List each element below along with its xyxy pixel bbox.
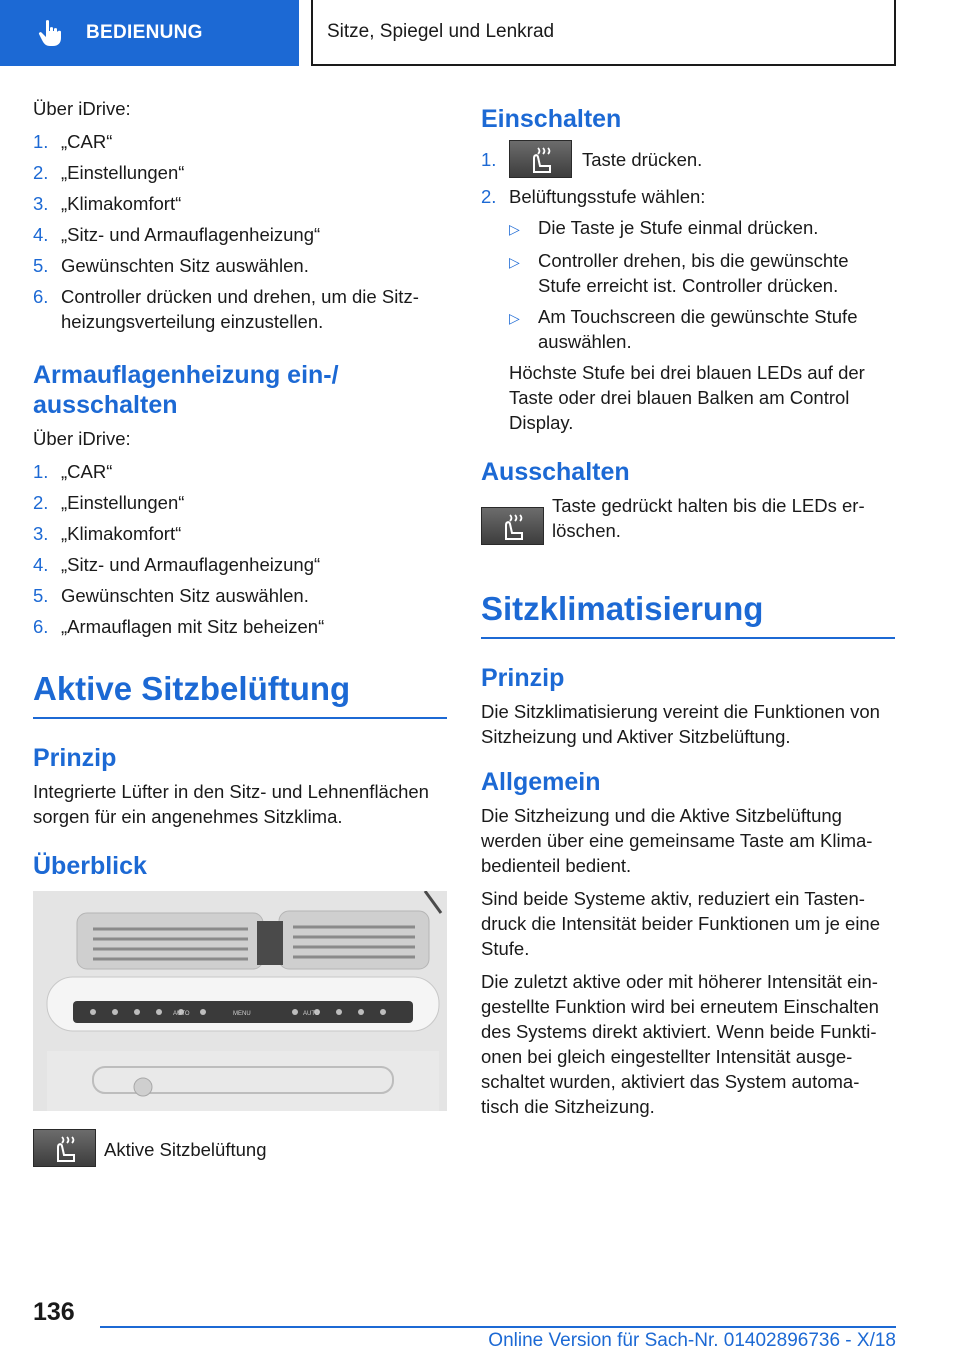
panel-label-auto-1: AUTO	[173, 1011, 190, 1017]
idrive-intro-2: Über iDrive:	[33, 428, 131, 449]
triangle-bullet-icon: ▷	[509, 254, 520, 270]
list-item: 1. „CAR“	[33, 461, 113, 482]
list-item: 2. „Einstellungen“	[33, 492, 185, 513]
footer-divider	[100, 1326, 896, 1328]
heading-general: Allgemein	[481, 768, 601, 796]
triangle-bullet-icon: ▷	[509, 221, 520, 237]
chapter-title: Sitze, Spiegel und Lenkrad	[311, 0, 896, 66]
right-column	[481, 96, 895, 1127]
online-version-link[interactable]: Online Version für Sach-Nr. 01402896736 - X/18	[488, 1330, 896, 1351]
hand-pointer-icon	[38, 19, 62, 47]
triangle-bullet-icon: ▷	[509, 310, 520, 326]
heading-active-seat-ventilation: Aktive Sitzbelüftung	[33, 669, 447, 719]
list-item: 5. Gewünschten Sitz auswählen.	[33, 255, 309, 276]
list-item: ▷ Am Touchscreen die gewünschte Stufe auswählen.	[509, 306, 858, 352]
principle-text: Integrierte Lüfter in den Sitz- und Lehnenflächen sorgen für ein angenehmes Sitzklima.	[33, 781, 429, 827]
heading-switch-off: Ausschalten	[481, 458, 630, 486]
seat-ventilation-icon	[481, 507, 544, 545]
panel-label-auto-2: AUTO	[303, 1011, 320, 1017]
list-item: 4. „Sitz- und Armauflagenheizung“	[33, 224, 321, 245]
heading-armrest-heating: Armauflagenheizung ein-/ ausschalten	[33, 361, 339, 419]
list-item: ▷ Controller drehen, bis die gewünschte Stufe erreicht ist. Controller drücken.	[509, 250, 849, 296]
list-item: ▷ Die Taste je Stufe einmal drücken.	[509, 215, 895, 242]
heading-principle-2: Prinzip	[481, 664, 565, 692]
switch-off-text: Taste gedrückt halten bis die LEDs er-löschen.	[552, 495, 865, 541]
left-column	[33, 96, 447, 1167]
icon-caption-row	[33, 1129, 447, 1167]
list-item: 1. Taste drücken.	[481, 140, 895, 178]
max-level-note: Höchste Stufe bei drei blauen LEDs auf der Taste oder drei blauen Balken am Control Display.	[509, 362, 865, 433]
general-paragraph-3: Die zuletzt aktive oder mit höherer Intensität ein-gestellte Funktion wird bei erneutem Einschalten des Systems direkt aktiviert. Wenn beide Funkti-onen bei gleich eingestellter Intensität ausge-schaltet wurden, aktiviert das System automa-tisch die Sitzheizung.	[481, 971, 879, 1117]
list-item: 6. Controller drücken und drehen, um die Sitz-heizungsverteilung einzustellen.	[33, 286, 419, 332]
list-item: 1. „CAR“	[33, 131, 113, 152]
principle-text-2: Die Sitzklimatisierung vereint die Funktionen von Sitzheizung und Aktiver Sitzbelüftung.	[481, 701, 880, 747]
switch-off-row	[481, 493, 895, 545]
heading-principle: Prinzip	[33, 744, 117, 772]
section-tab	[0, 0, 299, 66]
switch-on-steps	[481, 140, 895, 209]
panel-label-menu: MENU	[233, 1011, 251, 1017]
seat-ventilation-icon	[509, 140, 572, 178]
list-item: 2. „Einstellungen“	[33, 162, 185, 183]
level-options	[509, 215, 895, 354]
general-paragraph-1: Die Sitzheizung und die Aktive Sitzbelüftung werden über eine gemeinsame Taste am Klima-bedienteil bedient.	[481, 805, 873, 876]
page-number: 136	[33, 1298, 75, 1326]
heading-switch-on: Einschalten	[481, 105, 622, 133]
list-item: 3. „Klimakomfort“	[33, 193, 182, 214]
list-item: 6. „Armauflagen mit Sitz beheizen“	[33, 616, 325, 637]
list-item: 3. „Klimakomfort“	[33, 523, 182, 544]
heading-overview: Überblick	[33, 852, 147, 880]
climate-panel-photo	[33, 891, 447, 1111]
list-item: 5. Gewünschten Sitz auswählen.	[33, 585, 309, 606]
heading-seat-climate: Sitzklimatisierung	[481, 589, 895, 639]
idrive-intro: Über iDrive:	[33, 98, 131, 119]
armrest-heating-steps	[33, 459, 447, 639]
general-paragraph-2: Sind beide Systeme aktiv, reduziert ein Tasten-druck die Intensität beider Funktionen um je eine Stufe.	[481, 888, 881, 959]
list-item: 4. „Sitz- und Armauflagenheizung“	[33, 554, 321, 575]
icon-caption: Aktive Sitzbelüftung	[104, 1139, 267, 1160]
list-item: 2. Belüftungsstufe wählen:	[481, 186, 706, 207]
seat-heating-steps	[33, 129, 447, 334]
seat-ventilation-icon	[33, 1129, 96, 1167]
section-title: BEDIENUNG	[86, 22, 203, 43]
